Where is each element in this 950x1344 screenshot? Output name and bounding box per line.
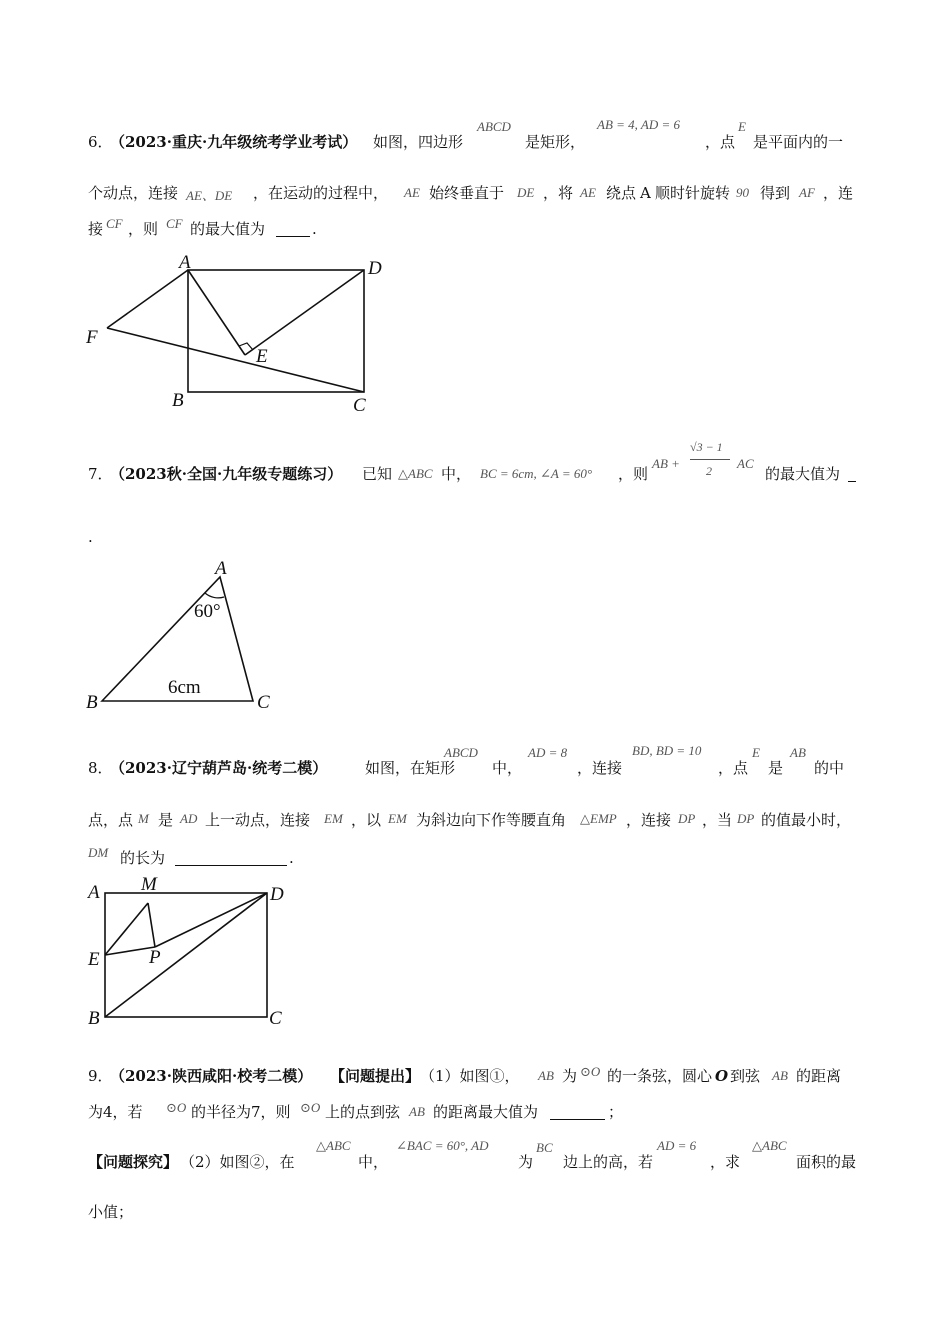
point-label: D <box>270 884 284 905</box>
point-label: B <box>88 1008 100 1029</box>
q8-math: ABCD <box>444 745 478 760</box>
q8-text: 的值最小时， <box>761 811 852 829</box>
q9-text: 小值； <box>88 1203 134 1221</box>
q7-source: （2023秋·全国·九年级专题练习） <box>110 465 343 483</box>
q8-text: ，当 <box>702 811 733 829</box>
point-label: B <box>172 390 184 411</box>
q8-math: BD, BD = 10 <box>632 743 702 758</box>
q6-math: CF <box>106 216 123 231</box>
q6-text: 如图，四边形 <box>373 133 464 151</box>
q6-math: DE <box>517 185 535 200</box>
point-label: C <box>353 395 366 416</box>
answer-blank[interactable] <box>848 467 856 482</box>
q8-text: ，连接 <box>577 759 623 777</box>
q9-text: 为 <box>518 1153 534 1171</box>
q9-text: 中， <box>358 1153 389 1171</box>
q9-math: ⊙O <box>580 1064 601 1079</box>
point-label: B <box>86 692 98 713</box>
q7-math: AC <box>737 456 754 471</box>
point-label: A <box>88 882 100 903</box>
q7-text: 中， <box>441 465 472 483</box>
q8-number: 8． <box>88 759 113 777</box>
q7-text: ，则 <box>618 465 649 483</box>
q9-text: 的半径为7，则 <box>191 1103 291 1121</box>
q6-text: 个动点，连接 <box>88 184 179 202</box>
q9-tag: 【问题提出】 <box>330 1067 421 1085</box>
q6-math: AE <box>580 185 596 200</box>
q6-text: 顺时针旋转 <box>655 184 731 202</box>
q6-math: AE <box>404 185 420 200</box>
angle-label: 60° <box>194 601 221 622</box>
q9-math: AB <box>538 1068 554 1083</box>
q6-text: 绕点 <box>606 184 637 202</box>
point-label: C <box>257 692 270 713</box>
point-label: A <box>179 252 191 273</box>
q7-text: 已知 <box>362 465 393 483</box>
q9-text: （2）如图②，在 <box>180 1153 295 1171</box>
q6-number: 6． <box>88 133 113 151</box>
q9-math: AB <box>409 1104 425 1119</box>
q9-text: 的距离 <box>796 1067 842 1085</box>
q9-math: AD = 6 <box>657 1138 697 1153</box>
q9-text: ； <box>608 1103 624 1121</box>
q8-math: DM <box>88 845 109 860</box>
q9-math: AB <box>772 1068 788 1083</box>
q6-text: 的最大值为 <box>190 220 266 238</box>
q7-text: 的最大值为 <box>765 465 841 483</box>
q9-text: 边上的高，若 <box>563 1153 654 1171</box>
q9-math: ⊙O <box>300 1100 321 1115</box>
q6-text: ，则 <box>128 220 159 238</box>
answer-blank[interactable] <box>276 222 310 237</box>
q9-text: 的一条弦，圆心 <box>607 1067 713 1085</box>
q8-math: E <box>752 745 760 760</box>
q9-math: ∠BAC = 60°, AD <box>396 1138 489 1153</box>
q9-text: 面积的最 <box>796 1153 857 1171</box>
q8-text: 中， <box>492 759 523 777</box>
q9-text: ，求 <box>710 1153 741 1171</box>
fraction-bar <box>690 459 730 460</box>
q6-text: ，将 <box>543 184 574 202</box>
q8-math: AB <box>790 745 806 760</box>
q6-math: CF <box>166 216 183 231</box>
point-label: F <box>86 327 98 348</box>
q8-math: DP <box>678 811 696 826</box>
q6-text: 是平面内的一 <box>753 133 844 151</box>
q8-text: 的长为 <box>120 849 166 867</box>
q9-tag: 【问题探究】 <box>88 1153 179 1171</box>
q8-text: ，连接 <box>626 811 672 829</box>
q9-number: 9． <box>88 1067 113 1085</box>
q6-math: AF <box>799 185 815 200</box>
point-label: E <box>88 949 100 970</box>
answer-blank[interactable] <box>550 1105 605 1120</box>
point-label: M <box>141 874 157 895</box>
point-label: P <box>149 947 161 968</box>
q9-math: △ABC <box>316 1138 351 1153</box>
q6-text: A <box>640 184 651 202</box>
q7-math: AB + <box>652 456 680 471</box>
q9-math: △ABC <box>752 1138 787 1153</box>
point-label: D <box>368 258 382 279</box>
q6-source: （2023·重庆·九年级统考学业考试） <box>110 133 358 151</box>
q6-math: AB = 4, AD = 6 <box>597 117 681 132</box>
q6-text: 是矩形， <box>525 133 586 151</box>
q8-text: . <box>289 849 294 867</box>
q8-text: 是 <box>768 759 784 777</box>
q7-math: 2 <box>706 464 712 478</box>
q6-text: 始终垂直于 <box>429 184 505 202</box>
q8-math: EM <box>324 811 343 826</box>
side-label: 6cm <box>168 677 201 698</box>
q8-text: 的中 <box>814 759 845 777</box>
q6-math: E <box>738 119 746 134</box>
answer-blank[interactable] <box>175 851 287 866</box>
q6-math: AE、DE <box>186 188 233 203</box>
point-label: C <box>269 1008 282 1029</box>
q8-math: AD <box>180 811 198 826</box>
q6-math: ABCD <box>477 119 511 134</box>
q9-text: 的距离最大值为 <box>433 1103 539 1121</box>
q8-source: （2023·辽宁葫芦岛·统考二模） <box>110 759 328 777</box>
q6-figure <box>80 248 400 418</box>
q7-text: . <box>88 528 93 546</box>
point-label: A <box>215 558 227 579</box>
q9-source: （2023·陕西咸阳·校考二模） <box>110 1067 313 1085</box>
q8-math: △EMP <box>580 811 617 826</box>
q9-text: （1）如图①， <box>420 1067 520 1085</box>
q9-math: BC <box>536 1140 553 1155</box>
q9-text: 为 <box>562 1067 578 1085</box>
q9-text: 到弦 <box>730 1067 761 1085</box>
q7-math: △ABC <box>398 466 433 481</box>
q6-text: . <box>312 220 317 238</box>
q6-text: ，点 <box>705 133 736 151</box>
q8-text: 点，点 <box>88 811 134 829</box>
q9-text: 为4，若 <box>88 1103 143 1121</box>
q8-text: ，以 <box>351 811 382 829</box>
q8-math: DP <box>737 811 755 826</box>
q6-text: ，连 <box>823 184 854 202</box>
q7-number: 7． <box>88 465 113 483</box>
point-label: E <box>256 346 268 367</box>
q8-math: EM <box>388 811 407 826</box>
q8-math: AD = 8 <box>528 745 568 760</box>
q6-text: ，在运动的过程中， <box>253 184 389 202</box>
q8-math: M <box>138 811 149 826</box>
q8-text: 为斜边向下作等腰直角 <box>416 811 567 829</box>
q8-text: 如图，在矩形 <box>365 759 456 777</box>
q8-text: 上一动点，连接 <box>205 811 311 829</box>
q8-figure <box>80 870 300 1035</box>
q7-math: √3 − 1 <box>690 440 723 454</box>
q7-math: BC = 6cm, ∠A = 60° <box>480 466 593 481</box>
q8-text: 是 <box>158 811 174 829</box>
q9-text: 上的点到弦 <box>325 1103 401 1121</box>
q6-math: 90 <box>736 185 749 200</box>
q9-math: ⊙O <box>166 1100 187 1115</box>
q8-text: ，点 <box>718 759 749 777</box>
q6-text: 得到 <box>760 184 791 202</box>
q7-figure <box>80 555 290 715</box>
q9-center-o: O <box>715 1067 729 1085</box>
q6-text: 接 <box>88 220 104 238</box>
